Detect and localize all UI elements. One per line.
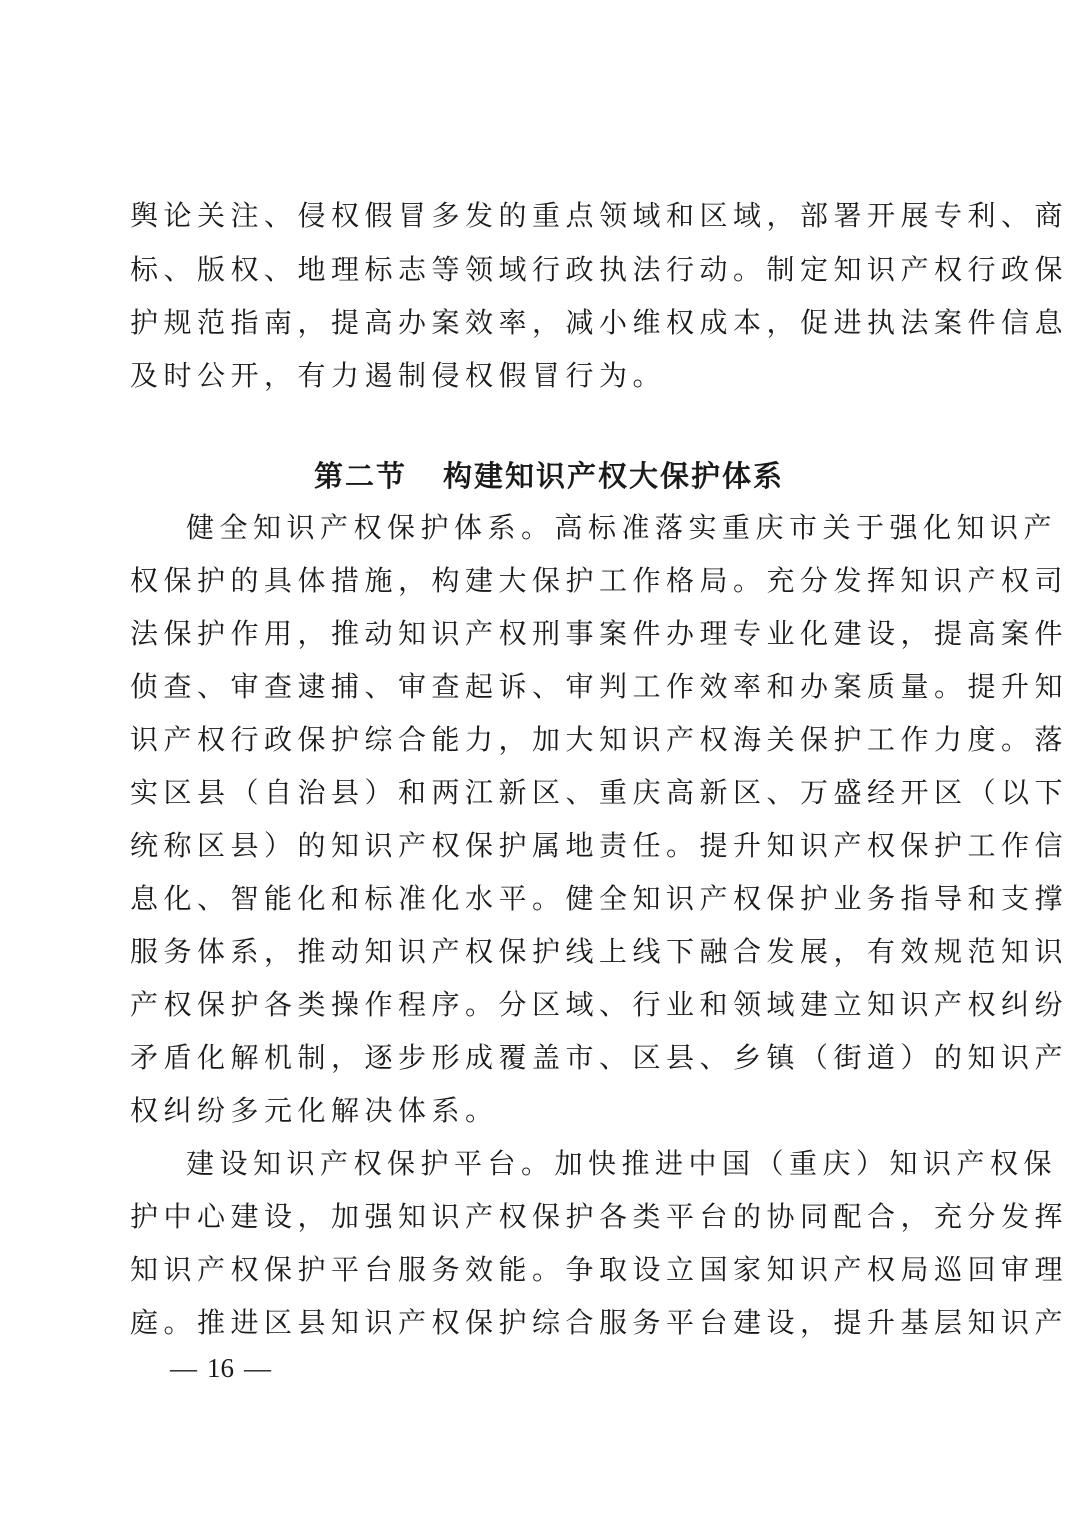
paragraph-1-line-3: 护规范指南，提高办案效率，减小维权成本，促进执法案件信息 <box>130 306 1069 339</box>
paragraph-2-line-11: 矛盾化解机制，逐步形成覆盖市、区县、乡镇（街道）的知识产 <box>130 1041 1069 1074</box>
paragraph-2-line-7: 统称区县）的知识产权保护属地责任。提升知识产权保护工作信 <box>130 829 1069 862</box>
paragraph-1-line-1: 舆论关注、侵权假冒多发的重点领域和区域，部署开展专利、商 <box>130 199 1069 232</box>
section-title: 构建知识产权大保护体系 <box>443 459 785 493</box>
paragraph-2-line-2: 权保护的具体措施，构建大保护工作格局。充分发挥知识产权司 <box>130 564 1069 597</box>
paragraph-1-line-2: 标、版权、地理标志等领域行政执法行动。制定知识产权行政保 <box>130 253 1069 286</box>
section-heading <box>314 454 784 498</box>
section-number: 第二节 <box>314 459 408 493</box>
paragraph-2-line-9: 服务体系，推动知识产权保护线上线下融合发展，有效规范知识 <box>130 935 1069 968</box>
paragraph-3-line-3: 知识产权保护平台服务效能。争取设立国家知识产权局巡回审理 <box>130 1253 1069 1286</box>
paragraph-3-line-1: 建设知识产权保护平台。加快推进中国（重庆）知识产权保 <box>186 1147 1058 1180</box>
paragraph-2-line-4: 侦查、审查逮捕、审查起诉、审判工作效率和办案质量。提升知 <box>130 670 1069 703</box>
page-number <box>160 1350 281 1386</box>
paragraph-2-line-8: 息化、智能化和标准化水平。健全知识产权保护业务指导和支撑 <box>130 882 1069 915</box>
paragraph-3-line-4: 庭。推进区县知识产权保护综合服务平台建设，提升基层知识产 <box>130 1306 1069 1339</box>
page-number-dash-right: — <box>244 1353 271 1383</box>
paragraph-3-line-2: 护中心建设，加强知识产权保护各类平台的协同配合，充分发挥 <box>130 1200 1069 1233</box>
page-number-value: 16 <box>207 1353 234 1383</box>
paragraph-2-line-12: 权纠纷多元化解决体系。 <box>130 1094 499 1127</box>
page-number-dash-left: — <box>170 1353 197 1383</box>
paragraph-2-line-10: 产权保护各类操作程序。分区域、行业和领域建立知识产权纠纷 <box>130 988 1069 1021</box>
paragraph-2-line-6: 实区县（自治县）和两江新区、重庆高新区、万盛经开区（以下 <box>130 776 1069 809</box>
paragraph-1-line-4: 及时公开，有力遏制侵权假冒行为。 <box>130 359 667 392</box>
paragraph-2-line-3: 法保护作用，推动知识产权刑事案件办理专业化建设，提高案件 <box>130 617 1069 650</box>
paragraph-2-line-1: 健全知识产权保护体系。高标准落实重庆市关于强化知识产 <box>186 511 1058 544</box>
paragraph-2-line-5: 识产权行政保护综合能力，加大知识产权海关保护工作力度。落 <box>130 723 1069 756</box>
